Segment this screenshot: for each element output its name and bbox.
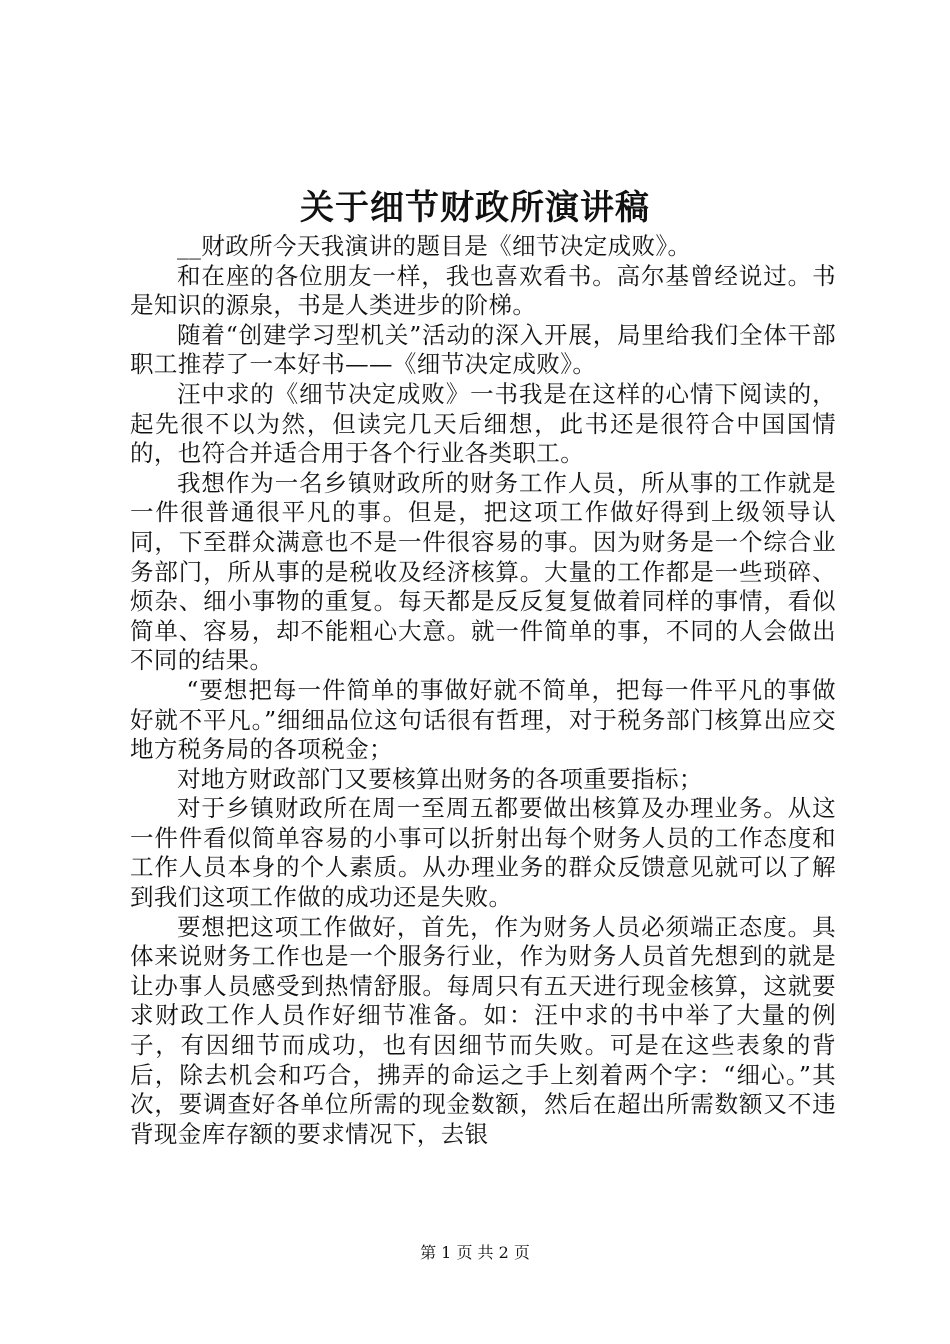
document-title: 关于细节财政所演讲稿 bbox=[300, 188, 650, 228]
paragraph: 汪中求的《细节决定成败》一书我是在这样的心情下阅读的，起先很不以为然，但读完几天后细想，此书还是很符合中国国情的，也符合并适合用于各个行业各类职工。 bbox=[130, 379, 836, 468]
paragraph: 和在座的各位朋友一样，我也喜欢看书。高尔基曾经说过。书是知识的源泉，书是人类进步的阶梯。 bbox=[130, 261, 836, 320]
paragraph: 随着“创建学习型机关”活动的深入开展，局里给我们全体干部职工推荐了一本好书——《细节决定成败》。 bbox=[130, 320, 836, 379]
paragraph: 对于乡镇财政所在周一至周五都要做出核算及办理业务。从这一件件看似简单容易的小事可以折射出每个财务人员的工作态度和工作人员本身的个人素质。从办理业务的群众反馈意见就可以了解到我们这项工作做的成功还是失败。 bbox=[130, 794, 836, 912]
paragraph: “要想把每一件简单的事做好就不简单，把每一件平凡的事做好就不平凡。”细细品位这句话很有哲理，对于税务部门核算出应交地方税务局的各项税金； bbox=[130, 675, 836, 764]
paragraph: 要想把这项工作做好，首先，作为财务人员必须端正态度。具体来说财务工作也是一个服务行业，作为财务人员首先想到的就是让办事人员感受到热情舒服。每周只有五天进行现金核算，这就要求财政工作人员作好细节准备。如：汪中求的书中举了大量的例子，有因细节而成功，也有因细节而失败。可是在这些表象的背后，除去机会和巧合，拂弄的命运之手上刻着两个字：“细心。”其次，要调查好各单位所需的现金数额，然后在超出所需数额又不违背现金库存额的要求情况下，去银 bbox=[130, 912, 836, 1148]
page-number-footer: 第 1 页 共 2 页 bbox=[420, 1243, 530, 1262]
document-body bbox=[130, 232, 836, 1149]
paragraph: 我想作为一名乡镇财政所的财务工作人员，所从事的工作就是一件很普通很平凡的事。但是，把这项工作做好得到上级领导认同，下至群众满意也不是一件很容易的事。因为财务是一个综合业务部门，所从事的是税收及经济核算。大量的工作都是一些琐碎、烦杂、细小事物的重复。每天都是反反复复做着同样的事情，看似简单、容易，却不能粗心大意。就一件简单的事，不同的人会做出不同的结果。 bbox=[130, 468, 836, 675]
paragraph: 对地方财政部门又要核算出财务的各项重要指标； bbox=[177, 764, 703, 793]
paragraph: __财政所今天我演讲的题目是《细节决定成败》。 bbox=[177, 232, 692, 260]
